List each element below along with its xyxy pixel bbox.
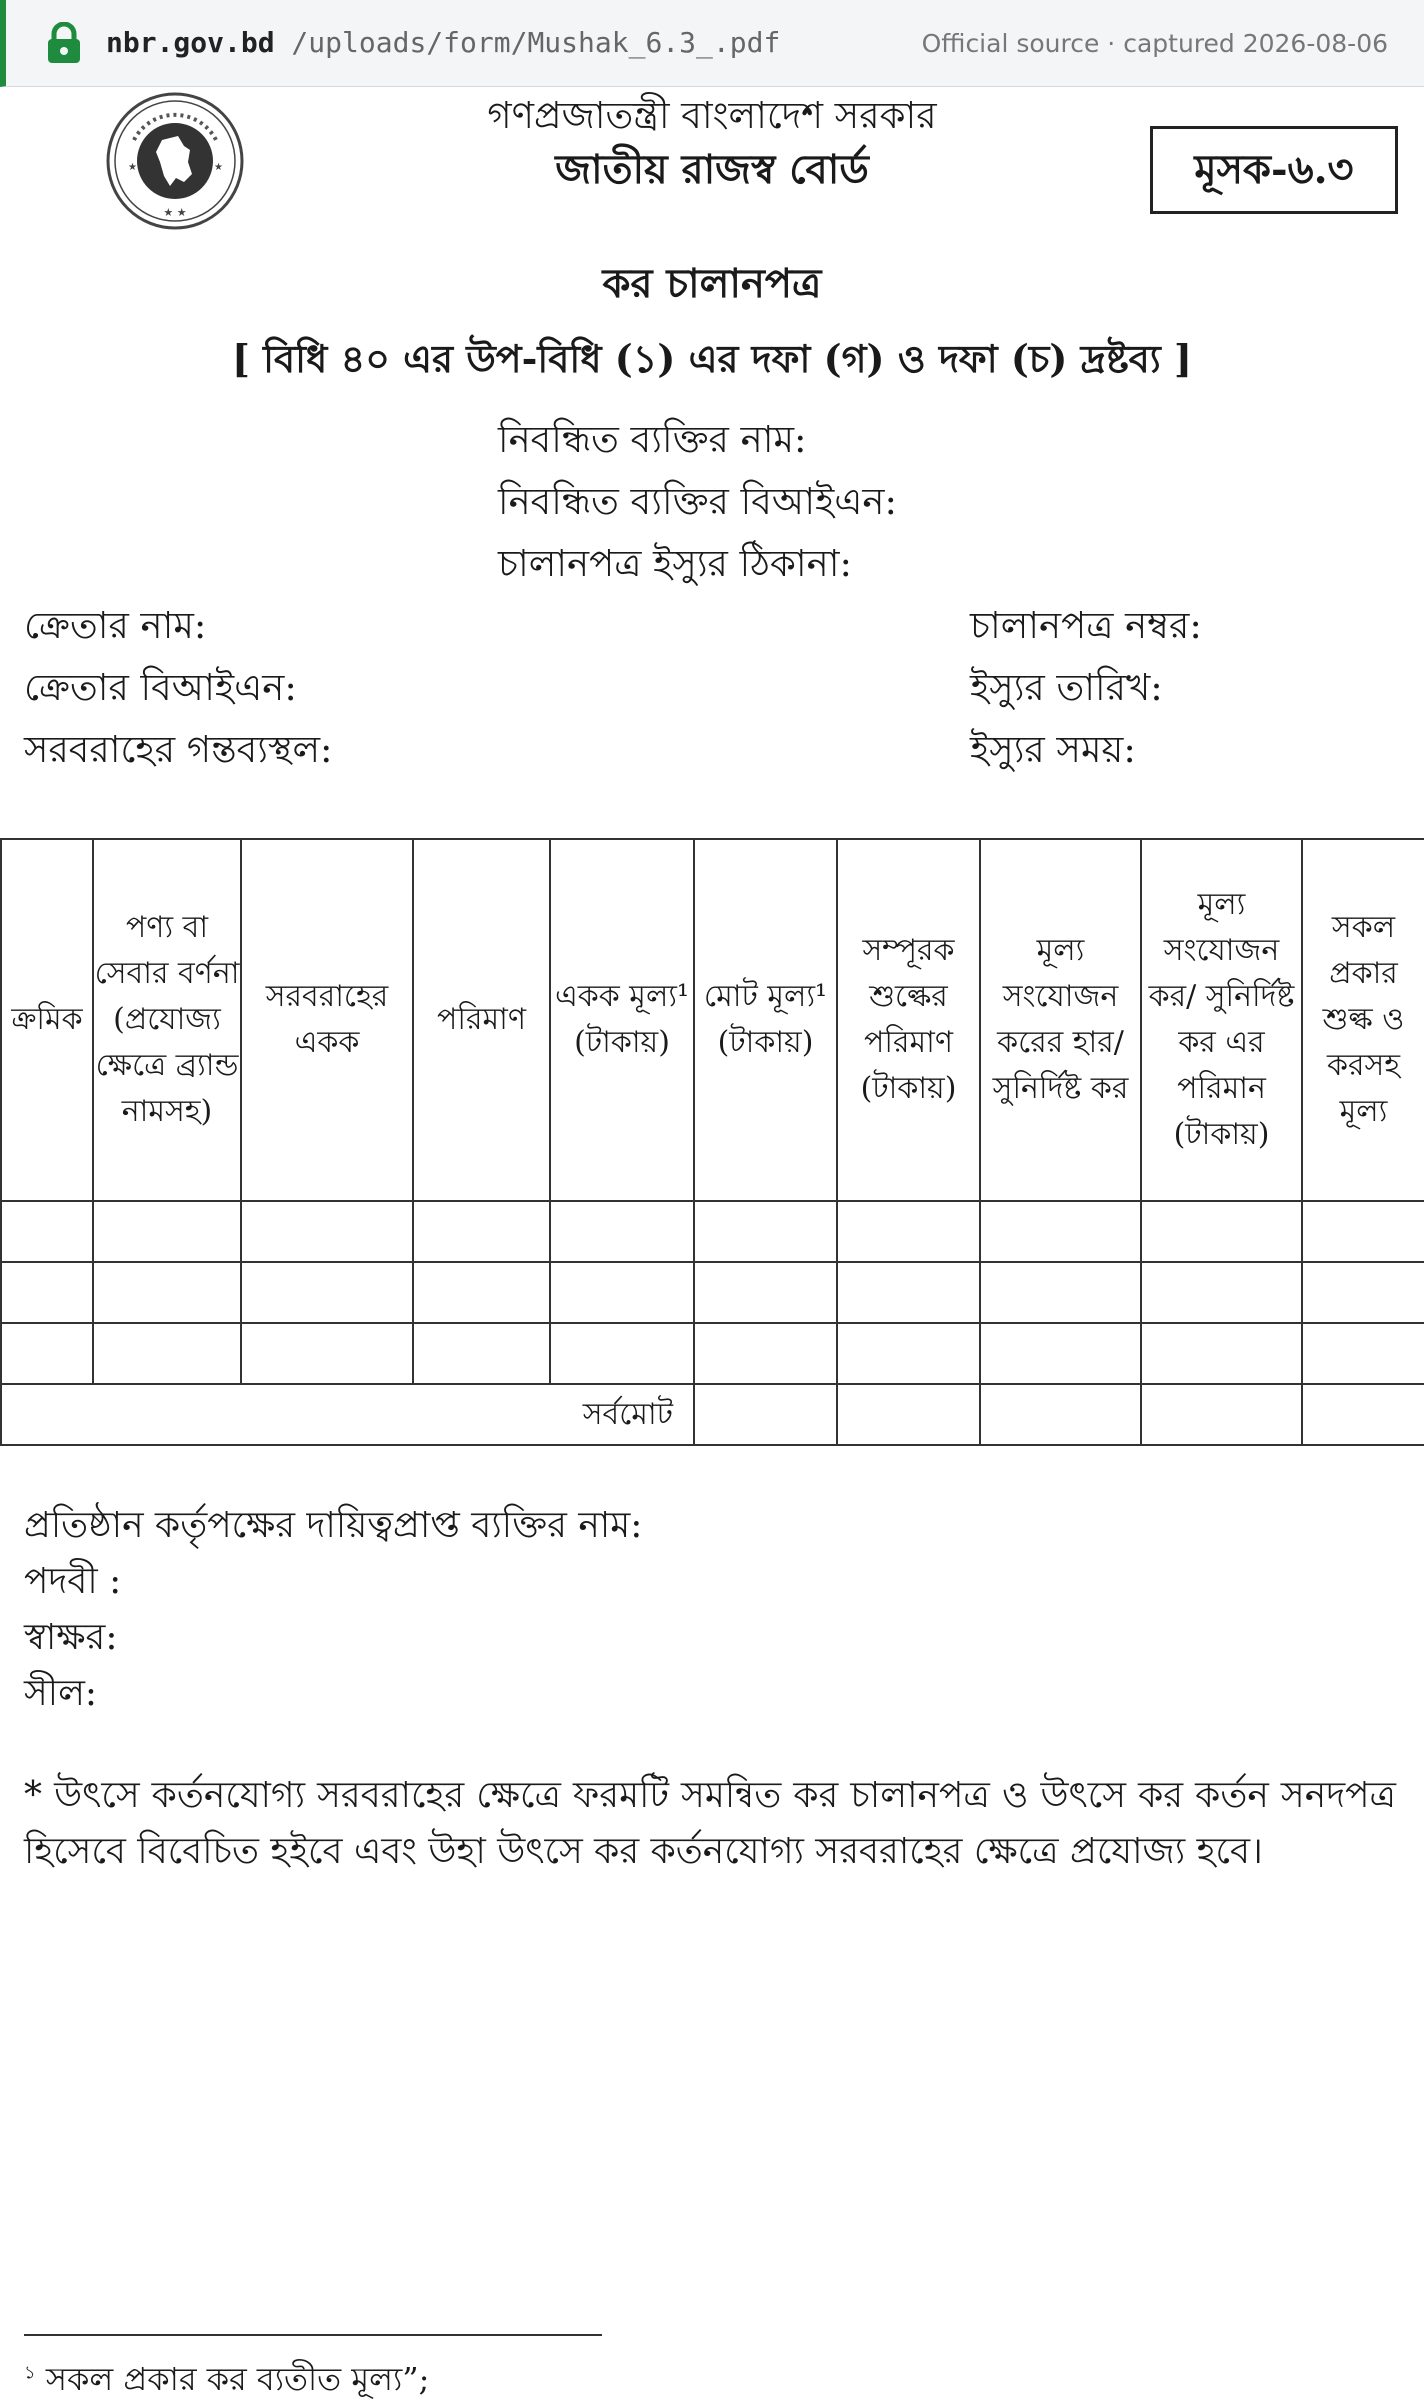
total-row bbox=[1, 1384, 1424, 1445]
total-cell[interactable] bbox=[694, 1384, 837, 1445]
board-name: জাতীয় রাজস্ব বোর্ড bbox=[555, 146, 869, 193]
table-cell[interactable] bbox=[1, 1201, 93, 1262]
issue-date-label: ইস্যুর তারিখ: bbox=[970, 666, 1163, 709]
table-cell[interactable] bbox=[241, 1323, 413, 1384]
rule-reference: [ বিধি ৪০ এর উপ-বিধি (১) এর দফা (গ) ও দফা (চ) দ্রষ্টব্য ] bbox=[231, 336, 1193, 381]
table-cell[interactable] bbox=[1, 1262, 93, 1323]
withholding-note: * উৎসে কর্তনযোগ্য সরবরাহের ক্ষেত্রে ফরমটি সমন্বিত কর চালানপত্র ও উৎসে কর কর্তন সনদপত্র হিসেবে বিবেচিত হইবে এবং উহা উৎসে কর কর্তনযোগ্য সরবরাহের ক্ষেত্রে প্রযোজ্য হবে। bbox=[24, 1775, 1396, 1872]
footnote bbox=[24, 2354, 429, 2408]
table-cell[interactable] bbox=[413, 1262, 550, 1323]
issue-time-label: ইস্যুর সময়: bbox=[970, 728, 1136, 771]
table-cell[interactable] bbox=[694, 1262, 837, 1323]
table-cell[interactable] bbox=[837, 1201, 980, 1262]
supplier-bin-label: নিবন্ধিত ব্যক্তির বিআইএন: bbox=[498, 480, 897, 523]
table-cell[interactable] bbox=[694, 1323, 837, 1384]
svg-text:★: ★ bbox=[128, 162, 137, 173]
table-cell[interactable] bbox=[550, 1262, 694, 1323]
column-header-serial: ক্রমিক bbox=[1, 839, 93, 1201]
column-header-unit: সরবরাহের একক bbox=[241, 839, 413, 1201]
table-cell[interactable] bbox=[980, 1201, 1141, 1262]
footnote-text: সকল প্রকার কর ব্যতীত মূল্য”; bbox=[35, 2360, 430, 2398]
table-cell[interactable] bbox=[413, 1323, 550, 1384]
table-cell[interactable] bbox=[980, 1262, 1141, 1323]
authorized-person-label: প্রতিষ্ঠান কর্তৃপক্ষের দায়িত্বপ্রাপ্ত ব্যক্তির নাম: bbox=[24, 1505, 643, 1546]
table-row bbox=[1, 1262, 1424, 1323]
table-cell[interactable] bbox=[1, 1323, 93, 1384]
total-cell[interactable] bbox=[1141, 1384, 1302, 1445]
column-header-vat-amount: মূল্য সংযোজন কর/ সুনির্দিষ্ট কর এর পরিমান (টাকায়) bbox=[1141, 839, 1302, 1201]
capture-info: Official source · captured 2026-08-06 bbox=[921, 29, 1388, 58]
table-cell[interactable] bbox=[1141, 1262, 1302, 1323]
column-header-supplementary-duty: সম্পূরক শুল্কের পরিমাণ (টাকায়) bbox=[837, 839, 980, 1201]
table-cell[interactable] bbox=[93, 1201, 241, 1262]
table-cell[interactable] bbox=[837, 1262, 980, 1323]
supplier-name-label: নিবন্ধিত ব্যক্তির নাম: bbox=[498, 418, 807, 461]
total-cell[interactable] bbox=[1302, 1384, 1424, 1445]
table-cell[interactable] bbox=[1141, 1323, 1302, 1384]
table-cell[interactable] bbox=[241, 1262, 413, 1323]
footnote-marker: ১ bbox=[24, 2362, 36, 2384]
table-row bbox=[1, 1323, 1424, 1384]
destination-label: সরবরাহের গন্তব্যস্থল: bbox=[24, 728, 333, 771]
government-name: গণপ্রজাতন্ত্রী বাংলাদেশ সরকার bbox=[487, 94, 937, 137]
total-cell[interactable] bbox=[980, 1384, 1141, 1445]
column-header-total-price: মোট মূল্য¹ (টাকায়) bbox=[694, 839, 837, 1201]
table-cell[interactable] bbox=[550, 1323, 694, 1384]
column-header-quantity: পরিমাণ bbox=[413, 839, 550, 1201]
table-cell[interactable] bbox=[1302, 1262, 1424, 1323]
buyer-bin-label: ক্রেতার বিআইএন: bbox=[24, 666, 297, 709]
table-cell[interactable] bbox=[241, 1201, 413, 1262]
svg-text:★ ★: ★ ★ bbox=[163, 206, 187, 219]
invoice-items-table bbox=[0, 838, 1424, 1446]
designation-label: পদবী : bbox=[24, 1561, 122, 1602]
column-header-unit-price: একক মূল্য¹ (টাকায়) bbox=[550, 839, 694, 1201]
form-title: কর চালানপত্র bbox=[602, 260, 822, 307]
table-header-row bbox=[1, 839, 1424, 1201]
table-cell[interactable] bbox=[1302, 1201, 1424, 1262]
table-cell[interactable] bbox=[93, 1262, 241, 1323]
table-cell[interactable] bbox=[1141, 1201, 1302, 1262]
url-path: /uploads/form/Mushak_6.3_.pdf bbox=[274, 26, 781, 59]
column-header-description: পণ্য বা সেবার বর্ণনা (প্রযোজ্য ক্ষেত্রে ব্র্যান্ড নামসহ) bbox=[93, 839, 241, 1201]
table-cell[interactable] bbox=[93, 1323, 241, 1384]
table-cell[interactable] bbox=[550, 1201, 694, 1262]
issue-address-label: চালানপত্র ইস্যুর ঠিকানা: bbox=[498, 542, 852, 585]
svg-text:★: ★ bbox=[214, 162, 223, 173]
total-cell[interactable] bbox=[837, 1384, 980, 1445]
table-cell[interactable] bbox=[837, 1323, 980, 1384]
buyer-name-label: ক্রেতার নাম: bbox=[24, 604, 207, 647]
invoice-number-label: চালানপত্র নম্বর: bbox=[970, 604, 1202, 647]
table-cell[interactable] bbox=[413, 1201, 550, 1262]
table-cell[interactable] bbox=[1302, 1323, 1424, 1384]
source-url[interactable] bbox=[106, 26, 780, 59]
table-row bbox=[1, 1201, 1424, 1262]
footnote-divider bbox=[24, 2334, 602, 2336]
table-cell[interactable] bbox=[694, 1201, 837, 1262]
column-header-vat-rate: মূল্য সংযোজন করের হার/ সুনির্দিষ্ট কর bbox=[980, 839, 1141, 1201]
seal-label: সীল: bbox=[24, 1673, 98, 1714]
column-header-grand-price: সকল প্রকার শুল্ক ও করসহ মূল্য bbox=[1302, 839, 1424, 1201]
signature-label: স্বাক্ষর: bbox=[24, 1617, 118, 1658]
grand-total-label: সর্বমোট bbox=[1, 1384, 694, 1445]
source-bar bbox=[0, 0, 1424, 87]
lock-icon bbox=[44, 22, 84, 64]
form-code-box: মূসক-৬.৩ bbox=[1150, 126, 1398, 214]
table-cell[interactable] bbox=[980, 1323, 1141, 1384]
url-host: nbr.gov.bd bbox=[106, 26, 275, 59]
